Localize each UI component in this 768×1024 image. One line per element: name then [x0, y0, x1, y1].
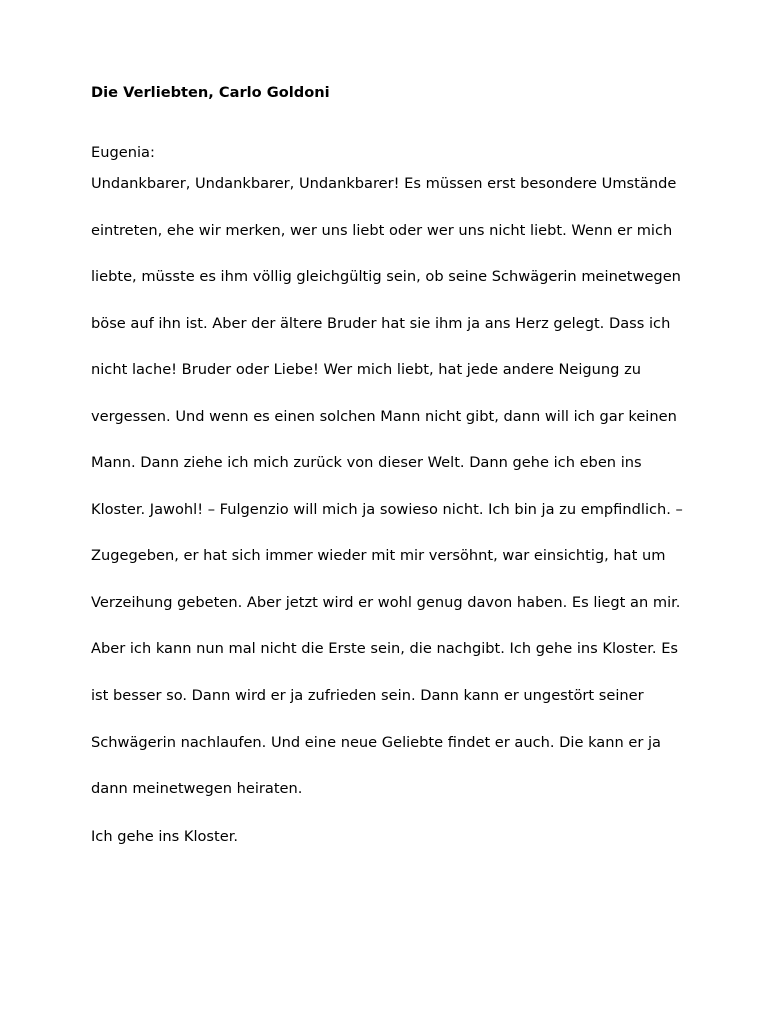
closing-line: Ich gehe ins Kloster. — [91, 828, 239, 845]
speech-line: Schwägerin nachlaufen. Und eine neue Geliebte findet er auch. Die kann er ja — [91, 733, 661, 751]
speech-line: nicht lache! Bruder oder Liebe! Wer mich liebt, hat jede andere Neigung zu — [91, 361, 641, 379]
speech-line: vergessen. Und wenn es einen solchen Mann nicht gibt, dann will ich gar keinen — [91, 407, 677, 425]
speech-line: liebte, müsste es ihm völlig gleichgültig sein, ob seine Schwägerin meinetwegen — [91, 268, 681, 286]
speech-line: Undankbarer, Undankbarer, Undankbarer! Es müssen erst besondere Umstände — [91, 175, 677, 192]
speech-line: Zugegeben, er hat sich immer wieder mit mir versöhnt, war einsichtig, hat um — [91, 547, 666, 565]
speech-line: Aber ich kann nun mal nicht die Erste sein, die nachgibt. Ich gehe ins Kloster. Es — [91, 640, 679, 658]
speech-line: dann meinetwegen heiraten. — [91, 780, 303, 798]
speech-line: böse auf ihn ist. Aber der ältere Bruder hat sie ihm ja ans Herz gelegt. Dass ich — [91, 314, 671, 332]
speech-line: Mann. Dann ziehe ich mich zurück von dieser Welt. Dann gehe ich eben ins — [91, 454, 642, 472]
speech-line: Verzeihung gebeten. Aber jetzt wird er wohl genug davon haben. Es liegt an mir. — [91, 593, 681, 611]
speech-body — [91, 174, 691, 826]
speaker-label: Eugenia: — [91, 144, 155, 161]
speech-line: eintreten, ehe wir merken, wer uns liebt oder wer uns nicht liebt. Wenn er mich — [91, 221, 673, 239]
speech-line: ist besser so. Dann wird er ja zufrieden sein. Dann kann er ungestört seiner — [91, 687, 644, 705]
document-title: Die Verliebten, Carlo Goldoni — [91, 84, 330, 101]
speech-line: Kloster. Jawohl! – Fulgenzio will mich ja sowieso nicht. Ich bin ja zu empfindlich. – — [91, 500, 683, 518]
